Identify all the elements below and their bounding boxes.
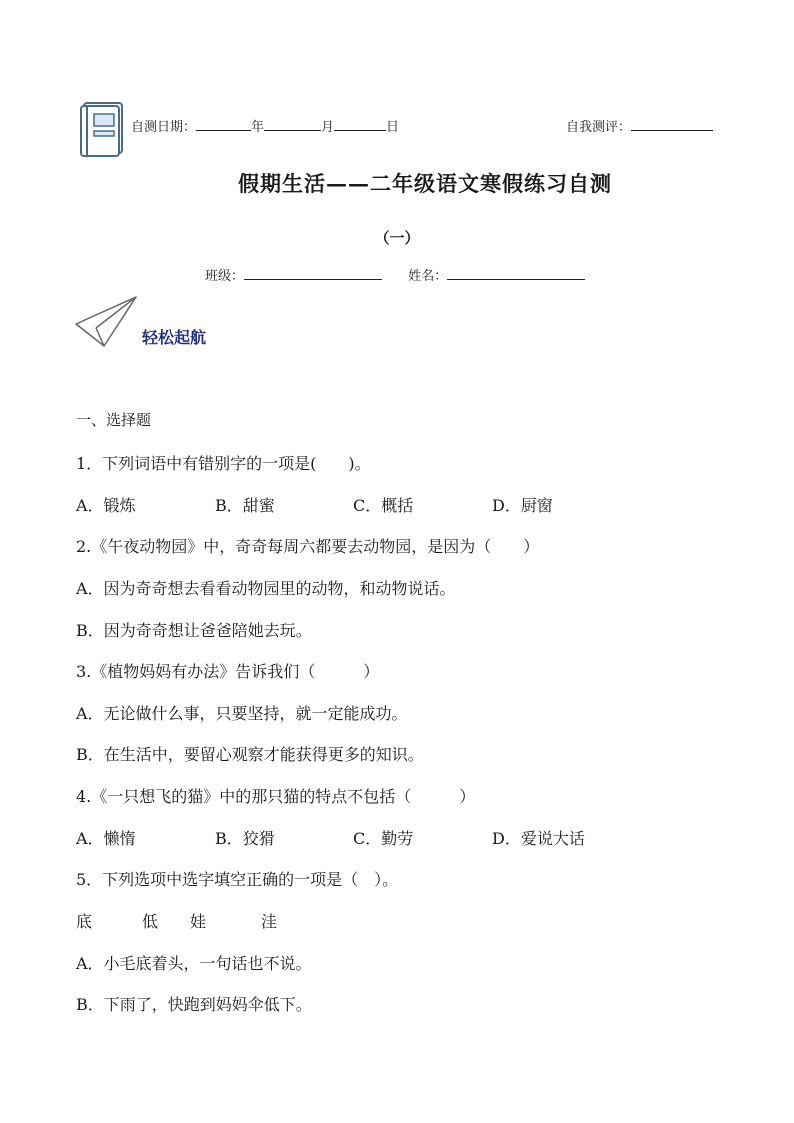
page-subtitle: （一） [374, 229, 420, 247]
day-label: 日 [386, 120, 400, 135]
char-option: 底 [76, 912, 93, 931]
option-3b[interactable]: B．在生活中，要留心观察才能获得更多的知识。 [76, 745, 424, 764]
char-option: 低 [142, 912, 159, 931]
self-eval-row [566, 116, 713, 135]
question-2: 2.《午夜动物园》中，奇奇每周六都要去动物园，是因为（ ） [76, 537, 540, 556]
question-1-options [76, 493, 553, 516]
day-blank[interactable] [334, 116, 386, 131]
option-3a[interactable]: A．无论做什么事，只要坚持，就一定能成功。 [76, 704, 408, 723]
self-eval-blank[interactable] [631, 116, 713, 131]
year-blank[interactable] [196, 116, 251, 131]
self-eval-label: 自我测评： [566, 120, 632, 135]
option-1b[interactable]: B．甜蜜 [215, 496, 275, 515]
question-5-chars [76, 909, 277, 932]
question-1: 1．下列词语中有错别字的一项是( )。 [76, 454, 371, 473]
part-heading: 一、选择题 [76, 411, 152, 429]
char-option: 洼 [261, 912, 278, 931]
question-4: 4.《一只想飞的猫》中的那只猫的特点不包括（ ） [76, 787, 476, 806]
option-4c[interactable]: C．勤劳 [353, 829, 414, 848]
option-1c[interactable]: C．概括 [353, 496, 414, 515]
name-blank[interactable] [447, 265, 585, 280]
class-blank[interactable] [244, 265, 382, 280]
class-label: 班级： [205, 269, 245, 284]
year-label: 年 [251, 120, 265, 135]
option-5a[interactable]: A．小毛底着头，一句话也不说。 [76, 954, 312, 973]
option-4d[interactable]: D．爱说大话 [492, 829, 585, 848]
question-4-options [76, 826, 585, 849]
student-info-row [205, 265, 585, 284]
option-4b[interactable]: B．狡猾 [215, 829, 275, 848]
test-date-label: 自测日期： [131, 120, 197, 135]
test-date-row [131, 116, 399, 135]
option-1a[interactable]: A．锻炼 [76, 496, 136, 515]
book-icon [78, 100, 128, 160]
name-label: 姓名： [408, 269, 448, 284]
month-label: 月 [321, 120, 335, 135]
option-5b[interactable]: B．下雨了，快跑到妈妈伞低下。 [76, 995, 312, 1014]
char-option: 娃 [190, 912, 207, 931]
option-2a[interactable]: A．因为奇奇想去看看动物园里的动物，和动物说话。 [76, 579, 456, 598]
question-3: 3.《植物妈妈有办法》告诉我们（ ） [76, 662, 380, 681]
question-5: 5．下列选项中选字填空正确的一项是（ ）。 [76, 870, 399, 889]
option-4a[interactable]: A．懒惰 [76, 829, 136, 848]
paper-plane-icon [74, 294, 140, 350]
page-title: 假期生活——二年级语文寒假练习自测 [238, 171, 612, 196]
month-blank[interactable] [264, 116, 321, 131]
section-heading: 轻松起航 [142, 328, 207, 347]
option-2b[interactable]: B．因为奇奇想让爸爸陪她去玩。 [76, 621, 312, 640]
option-1d[interactable]: D．厨窗 [492, 496, 553, 515]
